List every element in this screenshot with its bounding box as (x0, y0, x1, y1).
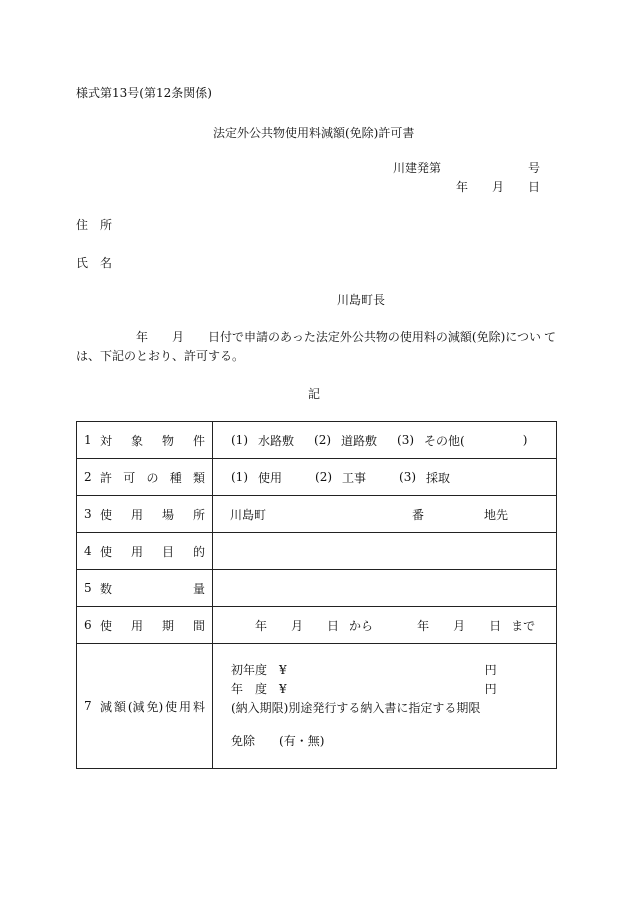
body-line1: 日付で申請のあった法定外公共物の使用料の減額(免除)につい (208, 330, 542, 344)
body-date-year: 年 (136, 330, 149, 344)
row-label-purpose: 使 用 目 的 (100, 544, 205, 559)
permit-table (76, 421, 557, 769)
first-year-label: 初年度 (231, 663, 268, 677)
town-name: 川島町 (230, 507, 267, 522)
table-row (77, 533, 557, 570)
period-until: まで (511, 618, 536, 633)
date-year: 年 (456, 180, 469, 194)
year-fee-line (231, 680, 556, 699)
exempt-options: (有・無) (279, 734, 325, 748)
row-number: 3 (84, 507, 92, 521)
table-row (77, 570, 557, 607)
exempt-label: 免除 (231, 734, 256, 748)
option-2-text: 道路敷 (341, 433, 378, 448)
date-day: 日 (528, 180, 541, 194)
option-3-close: ) (522, 433, 528, 447)
period-start-day: 日 (327, 618, 340, 633)
ki-heading: 記 (308, 387, 321, 401)
option-3-text: その他( (424, 433, 465, 448)
yen-sign: ¥ (279, 682, 287, 696)
table-row (77, 422, 557, 459)
document-title: 法定外公共物使用料減額(免除)許可書 (213, 126, 415, 140)
address-label-2: 所 (100, 218, 113, 232)
quantity-cell (213, 570, 557, 607)
en-unit: 円 (484, 682, 497, 696)
row-number: 2 (84, 470, 92, 484)
table-row (77, 496, 557, 533)
en-unit: 円 (484, 663, 497, 677)
doc-number-prefix: 川建発第 (393, 161, 442, 175)
year-label-2: 度 (255, 682, 268, 696)
row-number: 1 (84, 433, 92, 447)
row-label-quantity: 数 量 (100, 581, 205, 596)
option-2-num: (2) (315, 470, 333, 484)
body-date-month: 月 (172, 330, 185, 344)
row-label-type: 許 可 の 種 類 (100, 470, 205, 485)
chisaki-label: 地先 (484, 507, 509, 522)
row-label-fee: 減 額 (減 免) 使 用 料 (100, 699, 205, 714)
period-end-day: 日 (489, 618, 502, 633)
table-row (77, 644, 557, 769)
period-start-year: 年 (255, 618, 268, 633)
option-2-num: (2) (314, 433, 332, 447)
exemption-line (231, 732, 556, 751)
option-1-num: (1) (231, 470, 248, 484)
first-year-fee-line (231, 661, 556, 680)
address-label-1: 住 (76, 218, 89, 232)
period-from: から (349, 618, 374, 633)
period-end-month: 月 (453, 618, 466, 633)
issuer: 川島町長 (337, 293, 386, 307)
option-3-text: 採取 (426, 470, 451, 485)
option-2-text: 工事 (342, 470, 367, 485)
row-number: 6 (84, 618, 92, 632)
body-line2: は、下記のとおり、許可する。 (76, 349, 245, 363)
row-label-location: 使 用 場 所 (100, 507, 205, 522)
lot-number-label: 番 (412, 507, 425, 522)
option-1-text: 使用 (258, 470, 283, 485)
purpose-cell (213, 533, 557, 570)
option-1-text: 水路敷 (258, 433, 295, 448)
form-number: 様式第13号(第12条関係) (76, 86, 212, 100)
body-line1-end: て (544, 330, 557, 344)
name-label-1: 氏 (76, 256, 89, 270)
date-month: 月 (492, 180, 505, 194)
row-label-target: 対 象 物 件 (100, 433, 205, 448)
doc-number-suffix: 号 (528, 161, 541, 175)
table-row (77, 607, 557, 644)
row-number: 5 (84, 581, 92, 595)
yen-sign: ¥ (279, 663, 287, 677)
year-label-1: 年 (231, 682, 244, 696)
deadline-line: (納入期限)別途発行する納入書に指定する期限 (231, 701, 481, 715)
period-start-month: 月 (291, 618, 304, 633)
row-label-period: 使 用 期 間 (100, 618, 205, 633)
period-end-year: 年 (417, 618, 430, 633)
option-1-num: (1) (231, 433, 248, 447)
row-number: 7 (84, 699, 92, 713)
name-label-2: 名 (100, 256, 113, 270)
row-number: 4 (84, 544, 92, 558)
option-3-num: (3) (399, 470, 417, 484)
table-row (77, 459, 557, 496)
option-3-num: (3) (397, 433, 415, 447)
